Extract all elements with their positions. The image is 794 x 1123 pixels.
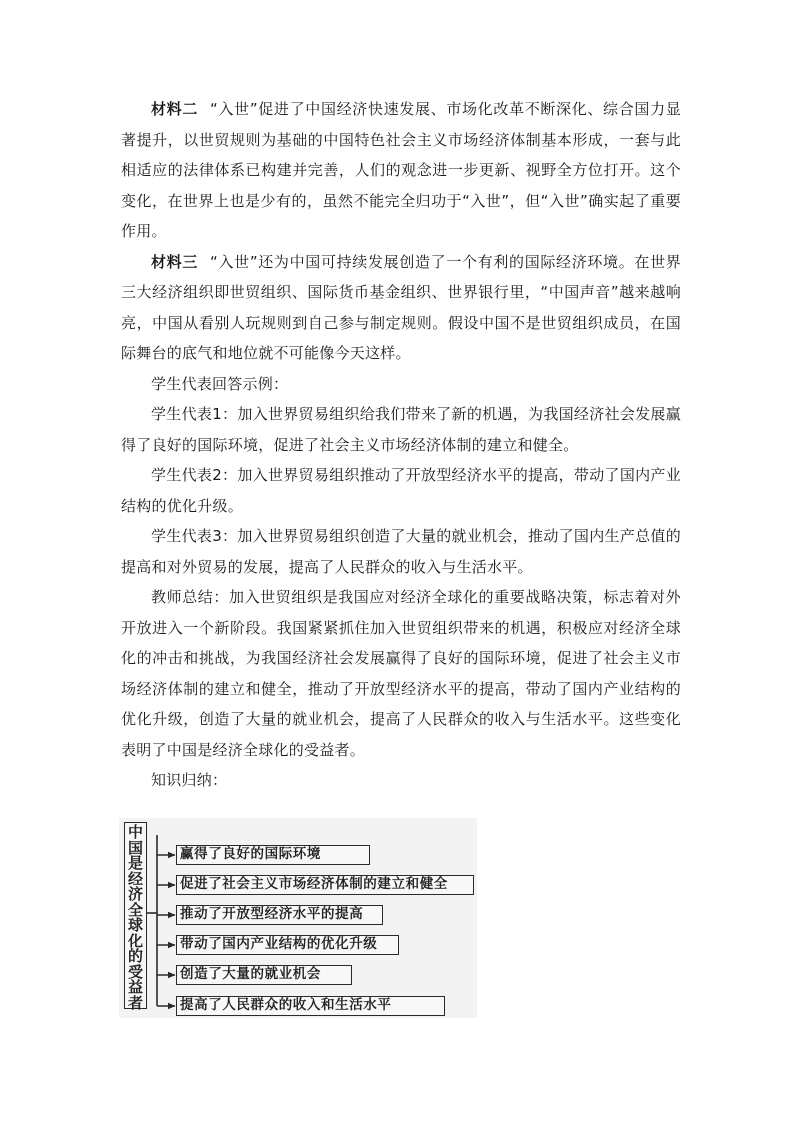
paragraph-teacher-summary: 教师总结：加入世贸组织是我国应对经济全球化的重要战略决策，标志着对外开放进入一个新阶段。我国紧紧抓住加入世贸组织带来的机遇，积极应对经济全球化的冲击和挑战，为我国经济社会发展赢得了良好的国际环境，促进了社会主义市场经济体制的建立和健全，推动了开放型经济水平的提高，带动了国内产业结构的优化升级，创造了大量的就业机会，提高了人民群众的收入与生活水平。这些变化表明了中国是经济全球化的受益者。 [121, 588, 681, 759]
diagram-item-box: 推动了开放型经济水平的提高 [176, 905, 383, 925]
body-text [121, 94, 681, 796]
knowledge-diagram [119, 818, 477, 1018]
diagram-root-char: 受 [127, 962, 143, 981]
diagram-root-char: 的 [127, 947, 143, 965]
paragraph-student-intro: 学生代表回答示例： [151, 374, 289, 393]
diagram-root-char: 者 [127, 993, 143, 1012]
diagram-root-char: 益 [127, 978, 143, 996]
diagram-root-char: 中 [127, 823, 143, 841]
diagram-root-char: 是 [127, 854, 143, 872]
paragraph-material-2 [121, 94, 681, 247]
paragraph-text: “入世”还为中国可持续发展创造了一个有利的国际经济环境。在世界三大经济组织即世贸组织、国际货币基金组织、世界银行里，“中国声音”越来越响亮，中国从看别人玩规则到自己参与制定规则。假设中国不是世贸组织成员，在国际舞台的底气和地位就不可能像今天这样。 [121, 252, 681, 362]
paragraph-student-1: 学生代表1：加入世界贸易组织给我们带来了新的机遇，为我国经济社会发展赢得了良好的国际环境，促进了社会主义市场经济体制的建立和健全。 [121, 405, 681, 454]
diagram-item-box: 创造了大量的就业机会 [176, 965, 352, 985]
paragraph-student-3: 学生代表3：加入世界贸易组织创造了大量的就业机会，推动了国内生产总值的提高和对外贸易的发展，提高了人民群众的收入与生活水平。 [121, 527, 681, 576]
diagram-item-box: 带动了国内产业结构的优化升级 [176, 935, 399, 955]
diagram-root-char: 济 [127, 885, 143, 903]
paragraph-label: 材料二 [151, 100, 199, 118]
paragraph-student-2: 学生代表2：加入世界贸易组织推动了开放型经济水平的提高，带动了国内产业结构的优化升级。 [121, 466, 681, 515]
paragraph-material-3 [121, 247, 681, 369]
diagram-root-char: 球 [127, 916, 143, 934]
diagram-root-char: 国 [127, 838, 143, 857]
paragraph-text: “入世”促进了中国经济快速发展、市场化改革不断深化、综合国力显著提升，以世贸规则为基础的中国特色社会主义市场经济体制基本形成，一套与此相适应的法律体系已构建并完善，人们的观念进一步更新、视野全方位打开。这个变化，在世界上也是少有的，虽然不能完全归功于“入世”，但“入世”确实起了重要作用。 [121, 100, 681, 240]
paragraph-label: 材料三 [151, 252, 199, 271]
diagram-item-box: 促进了社会主义市场经济体制的建立和健全 [176, 875, 474, 895]
diagram-item-box: 提高了人民群众的收入和生活水平 [176, 996, 445, 1016]
diagram-item-box: 赢得了良好的国际环境 [176, 845, 370, 865]
paragraph-knowledge-summary: 知识归纳： [151, 771, 228, 789]
diagram-root-char: 全 [127, 900, 143, 919]
diagram-root-char: 化 [127, 931, 143, 950]
diagram-root-char: 经 [127, 869, 143, 888]
